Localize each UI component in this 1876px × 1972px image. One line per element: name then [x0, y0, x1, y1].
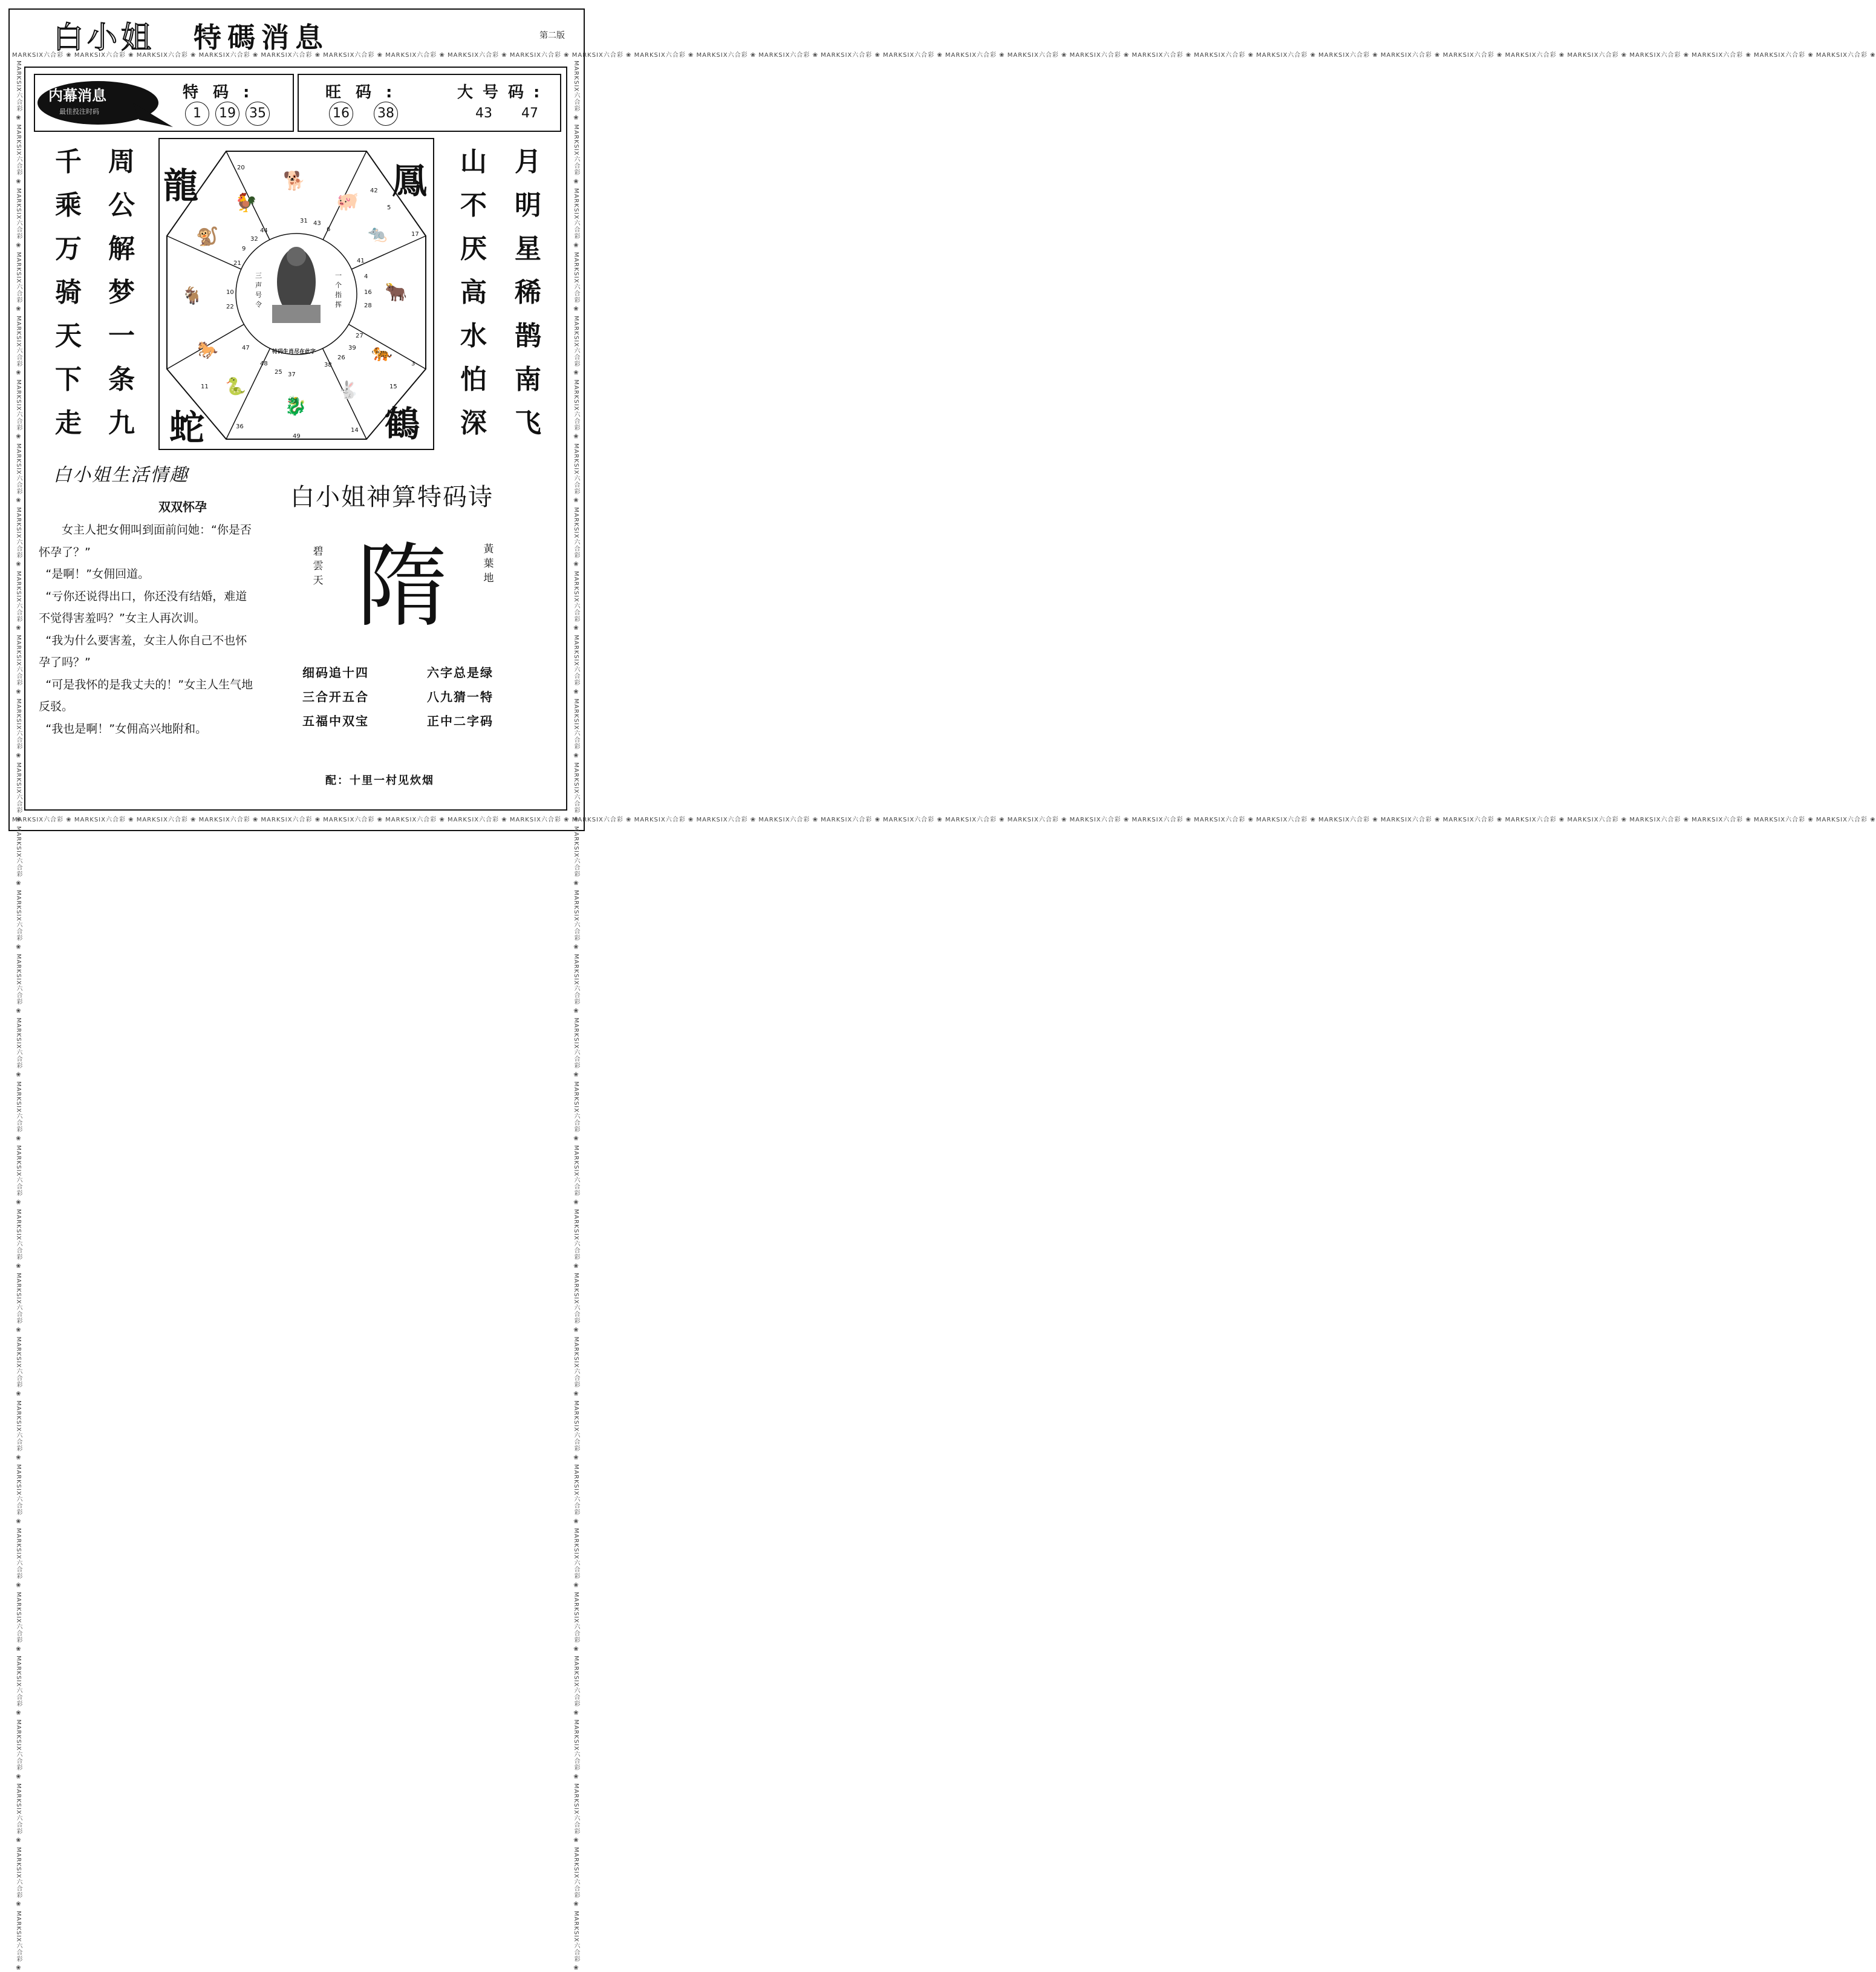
story-paragraph: “可是我怀的是我丈夫的！”女主人生气地反驳。	[39, 677, 253, 713]
wheel-left-caption: 三声号令	[255, 272, 262, 309]
wheel-number: 37	[288, 371, 296, 378]
corner-char-dragon: 龍	[163, 165, 199, 206]
dog-icon: 🐕	[283, 171, 306, 192]
wheel-number: 11	[201, 384, 209, 390]
wheel-number: 31	[300, 218, 308, 224]
left-col-2-char: 一	[108, 321, 135, 351]
right-col-1-char: 深	[460, 408, 487, 439]
left-col-1-char: 千	[55, 146, 82, 177]
dahao-code-number: 47	[521, 106, 538, 121]
wheel-number: 32	[250, 236, 258, 243]
right-col-1-char: 水	[460, 321, 487, 351]
dragon-icon: 🐉	[284, 396, 307, 417]
wheel-number: 17	[411, 231, 419, 238]
wheel-number: 42	[370, 188, 378, 194]
left-col-1-char: 万	[55, 233, 82, 264]
zodiac-wheel-panel	[158, 138, 434, 450]
snake-icon: 🐍	[225, 376, 246, 396]
te-code-number: 19	[215, 102, 239, 126]
brand-logo: 白小姐	[53, 20, 155, 55]
wheel-number: 41	[357, 258, 365, 264]
left-col-2	[106, 140, 137, 445]
rabbit-icon: 🐇	[337, 380, 359, 400]
wheel-number: 27	[356, 333, 363, 339]
wheel-number: 28	[364, 302, 372, 309]
right-col-2-char: 星	[515, 233, 541, 264]
poem-line: 五福中双宝	[302, 714, 369, 728]
right-col-1-char: 高	[460, 277, 487, 308]
wheel-number: 36	[236, 423, 244, 430]
left-col-2-char: 周	[108, 146, 135, 177]
monkey-icon: 🐒	[196, 226, 219, 247]
tiger-icon: 🐅	[371, 342, 392, 362]
poem-right-vertical: 黃葉地	[483, 543, 494, 584]
wheel-number: 49	[293, 433, 301, 440]
poem-pei-line: 配：十里一村见炊烟	[325, 774, 434, 787]
wang-code-number: 16	[329, 102, 353, 126]
right-col-2-char: 南	[515, 364, 541, 395]
wheel-number: 10	[226, 289, 234, 296]
poem-line: 三合开五合	[302, 690, 369, 704]
rooster-icon: 🐓	[235, 192, 258, 214]
left-col-1-char: 天	[55, 321, 82, 351]
wheel-number: 16	[364, 289, 372, 296]
wheel-number: 25	[275, 369, 282, 376]
wheel-number: 3	[411, 361, 415, 367]
left-col-1-char: 骑	[55, 277, 82, 308]
poem-line: 八九猜一特	[427, 690, 493, 704]
te-code-label: 特码:	[183, 83, 264, 102]
poem-line: 正中二字码	[427, 714, 493, 728]
right-col-2	[513, 140, 543, 445]
story-paragraph: “是啊！”女佣回道。	[45, 567, 150, 581]
border-pattern-top: MARKSIX六合彩 ❀ MARKSIX六合彩 ❀ MARKSIX六合彩 ❀ MARKSIX六合彩 ❀ MARKSIX六合彩 ❀ MARKSIX六合彩 ❀ MARKSIX六合彩 ❀ MARKSIX六合彩 ❀ MARKSIX六合彩 ❀ MARKSIX六合彩 ❀ MARKSIX六合彩 ❀ MARKSIX六合彩 ❀ MARKSIX六合彩 ❀ MARKSIX六合彩 ❀ MARKSIX六合彩 ❀ MARKSIX六合彩 ❀ MARKSIX六合彩 ❀ MARKSIX六合彩 ❀ MARKSIX六合彩 ❀ MARKSIX六合彩 ❀ MARKSIX六合彩 ❀ MARKSIX六合彩 ❀ MARKSIX六合彩 ❀ MARKSIX六合彩 ❀ MARKSIX六合彩 ❀ MARKSIX六合彩 ❀ MARKSIX六合彩 ❀ MARKSIX六合彩 ❀ MARKSIX六合彩 ❀ MARKSIX六合彩 ❀	[12, 52, 1876, 59]
edition-label: 第二版	[539, 31, 565, 41]
wheel-number: 38	[324, 362, 332, 368]
wheel-number: 6	[327, 226, 331, 233]
border-pattern-bottom: MARKSIX六合彩 ❀ MARKSIX六合彩 ❀ MARKSIX六合彩 ❀ MARKSIX六合彩 ❀ MARKSIX六合彩 ❀ MARKSIX六合彩 ❀ MARKSIX六合彩 ❀ MARKSIX六合彩 ❀ MARKSIX六合彩 ❀ MARKSIX六合彩 ❀ MARKSIX六合彩 ❀ MARKSIX六合彩 ❀ MARKSIX六合彩 ❀ MARKSIX六合彩 ❀ MARKSIX六合彩 ❀ MARKSIX六合彩 ❀ MARKSIX六合彩 ❀ MARKSIX六合彩 ❀ MARKSIX六合彩 ❀ MARKSIX六合彩 ❀ MARKSIX六合彩 ❀ MARKSIX六合彩 ❀ MARKSIX六合彩 ❀ MARKSIX六合彩 ❀ MARKSIX六合彩 ❀ MARKSIX六合彩 ❀ MARKSIX六合彩 ❀ MARKSIX六合彩 ❀ MARKSIX六合彩 ❀ MARKSIX六合彩 ❀	[12, 817, 1876, 823]
wheel-right-caption: 一个指挥	[335, 272, 342, 309]
page-title: 特碼消息	[194, 21, 329, 54]
left-col-2-char: 解	[108, 233, 135, 264]
left-col-2-char: 九	[108, 408, 135, 439]
wheel-number: 9	[242, 246, 246, 252]
poem-line: 六字总是绿	[427, 665, 493, 680]
story-paragraph: “我也是啊！”女佣高兴地附和。	[45, 722, 207, 736]
wheel-number: 39	[348, 345, 356, 351]
right-col-1-char: 山	[460, 146, 487, 177]
wang-code-number: 38	[374, 102, 398, 126]
riddle-character: 隋	[357, 534, 448, 639]
wheel-number: 20	[237, 165, 245, 171]
story-text	[39, 519, 256, 740]
rat-icon: 🐀	[368, 225, 388, 243]
wheel-number: 15	[389, 384, 397, 390]
poem-left-vertical: 碧雲天	[313, 546, 324, 587]
right-col-1	[458, 140, 489, 445]
corner-char-snake: 蛇	[169, 407, 205, 448]
right-col-1-char: 怕	[460, 364, 487, 395]
wheel-bottom-caption: 特码生肖尽在此字	[272, 349, 316, 355]
wheel-number: 21	[233, 260, 241, 267]
left-col-1	[53, 140, 83, 445]
wheel-number: 48	[260, 361, 268, 367]
wheel-number: 26	[337, 354, 345, 361]
wheel-number: 14	[351, 427, 359, 434]
left-col-2-char: 条	[108, 364, 135, 395]
wheel-number: 43	[313, 220, 321, 227]
ox-icon: 🐂	[385, 282, 408, 303]
corner-char-phoenix: 鳳	[392, 160, 428, 201]
right-col-2-char: 稀	[515, 277, 541, 308]
right-col-2-char: 月	[515, 146, 541, 177]
wang-code-label: 旺码:	[325, 83, 407, 102]
story-heading: 双双怀孕	[158, 500, 207, 514]
bubble-subtitle: 最佳投注时码	[59, 108, 99, 116]
left-col-2-char: 梦	[108, 277, 135, 308]
poem-line: 细码追十四	[302, 665, 369, 680]
dahao-code-number: 43	[475, 106, 492, 121]
border-pattern-left: MARKSIX六合彩 ❀ MARKSIX六合彩 ❀ MARKSIX六合彩 ❀ MARKSIX六合彩 ❀ MARKSIX六合彩 ❀ MARKSIX六合彩 ❀ MARKSIX六合彩 ❀ MARKSIX六合彩 ❀ MARKSIX六合彩 ❀ MARKSIX六合彩 ❀ MARKSIX六合彩 ❀ MARKSIX六合彩 ❀ MARKSIX六合彩 ❀ MARKSIX六合彩 ❀ MARKSIX六合彩 ❀ MARKSIX六合彩 ❀ MARKSIX六合彩 ❀ MARKSIX六合彩 ❀ MARKSIX六合彩 ❀ MARKSIX六合彩 ❀ MARKSIX六合彩 ❀ MARKSIX六合彩 ❀ MARKSIX六合彩 ❀ MARKSIX六合彩 ❀ MARKSIX六合彩 ❀ MARKSIX六合彩 ❀ MARKSIX六合彩 ❀ MARKSIX六合彩 ❀ MARKSIX六合彩 ❀ MARKSIX六合彩 ❀	[15, 60, 22, 1972]
right-col-2-char: 明	[515, 190, 541, 221]
section-title: 白小姐生活情趣	[53, 465, 189, 486]
horse-icon: 🐎	[197, 340, 218, 360]
left-col-1-char: 乘	[55, 190, 82, 221]
poem-title: 白小姐神算特码诗	[290, 483, 493, 511]
wheel-number: 4	[364, 273, 368, 280]
left-col-1-char: 下	[55, 364, 82, 395]
right-col-2-char: 飞	[515, 408, 541, 439]
story-paragraph: “亏你还说得出口，你还没有结婚，难道不觉得害羞吗？”女主人再次训。	[39, 589, 247, 625]
border-pattern-right: MARKSIX六合彩 ❀ MARKSIX六合彩 ❀ MARKSIX六合彩 ❀ MARKSIX六合彩 ❀ MARKSIX六合彩 ❀ MARKSIX六合彩 ❀ MARKSIX六合彩 ❀ MARKSIX六合彩 ❀ MARKSIX六合彩 ❀ MARKSIX六合彩 ❀ MARKSIX六合彩 ❀ MARKSIX六合彩 ❀ MARKSIX六合彩 ❀ MARKSIX六合彩 ❀ MARKSIX六合彩 ❀ MARKSIX六合彩 ❀ MARKSIX六合彩 ❀ MARKSIX六合彩 ❀ MARKSIX六合彩 ❀ MARKSIX六合彩 ❀ MARKSIX六合彩 ❀ MARKSIX六合彩 ❀ MARKSIX六合彩 ❀ MARKSIX六合彩 ❀ MARKSIX六合彩 ❀ MARKSIX六合彩 ❀ MARKSIX六合彩 ❀ MARKSIX六合彩 ❀ MARKSIX六合彩 ❀ MARKSIX六合彩 ❀	[573, 60, 579, 1972]
te-code-number: 1	[185, 102, 209, 126]
wheel-number: 47	[242, 345, 250, 351]
right-col-2-char: 鹊	[515, 321, 541, 351]
left-col-1-char: 走	[55, 408, 82, 439]
right-col-1-char: 不	[460, 190, 487, 221]
wheel-number: 22	[226, 304, 234, 310]
te-code-number: 35	[246, 102, 270, 126]
story-paragraph: “我为什么要害羞，女主人你自己不也怀孕了吗？”	[39, 633, 247, 669]
left-col-2-char: 公	[108, 190, 135, 221]
wheel-number: 5	[387, 204, 391, 211]
dahao-code-label: 大号码:	[457, 83, 550, 102]
pig-icon: 🐖	[336, 191, 359, 212]
bubble-title: 内幕消息	[48, 87, 106, 104]
story-paragraph: 女主人把女佣叫到面前问她：“你是否怀孕了？”	[39, 523, 252, 559]
wheel-number: 44	[260, 227, 268, 234]
corner-char-crane: 鶴	[385, 403, 420, 445]
right-col-1-char: 厌	[460, 233, 487, 264]
bubble-tail	[133, 103, 175, 131]
goat-icon: 🐐	[181, 286, 203, 305]
